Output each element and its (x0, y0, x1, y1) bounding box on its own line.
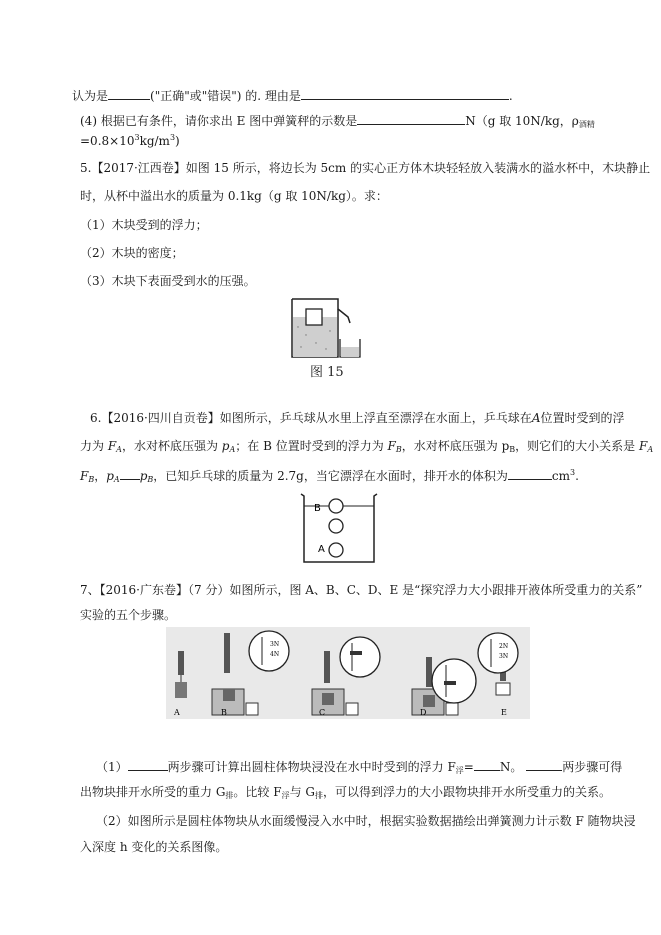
svg-text:A: A (174, 708, 180, 717)
q5-sub3: （3）木块下表面受到水的压强。 (80, 274, 256, 288)
q5-line1: 5.【2017·江西卷】如图 15 所示，将边长为 5cm 的实心正方体木块轻轻放入装满水的溢水杯中，木块静止 (80, 161, 651, 175)
steps-blank-2[interactable] (526, 757, 562, 771)
line-q4-cont: $=0.8\times 10^3kg/m^3$) (80, 133, 180, 148)
buoyancy-experiment-figure (166, 627, 530, 719)
svg-text:C: C (319, 708, 326, 717)
scale-zoom-c (340, 637, 380, 677)
svg-text:4N: 4N (270, 651, 280, 658)
scale-zoom-e (478, 633, 518, 673)
q6-line1: 6.【2016·四川自贡卷】如图所示，乒乓球从水里上浮直至漂浮在水面上，乒乓球在A位置时受到的浮 (90, 411, 625, 425)
q6-line3: $F_B$，$p_A$ $p_B$，已知乒乓球的质量为 2.7g，当它漂浮在水面时，排开水的体积为 $cm^3$. (80, 468, 579, 484)
svg-text:D: D (420, 708, 427, 717)
q7-line2: 实验的五个步骤。 (80, 608, 177, 622)
svg-text:E: E (501, 708, 507, 717)
svg-text:3N: 3N (270, 641, 280, 648)
overflow-cup-figure (286, 295, 368, 380)
scale-zoom-b (249, 631, 289, 671)
ball-floating (329, 499, 343, 513)
q7-line1: 7、【2016·广东卷】（7 分）如图所示，图 A、B、C、D、E 是“探究浮力大小跟排开液体所受重力的关系” (80, 583, 643, 597)
volume-blank[interactable] (508, 466, 552, 480)
svg-text:3N: 3N (499, 653, 509, 660)
answer-blank[interactable] (108, 86, 150, 100)
q7-p2: 出物块排开水所受的重力 $G_排$。比较 $F_浮$与 $G_排$，可以得到浮力的大小跟物块排开水所受重力的关系。 (80, 785, 611, 800)
pressure-compare-blank[interactable] (120, 466, 140, 480)
q7-p3: （2）如图所示是圆柱体物块从水面缓慢浸入水中时，根据实验数据描绘出弹簧测力计示数 F 随物块浸 (96, 814, 636, 828)
label-a: A (318, 544, 325, 555)
q5-sub1: （1）木块受到的浮力； (80, 218, 208, 232)
ball-b (329, 519, 343, 533)
q5-line2: 时，从杯中溢出水的质量为 0.1kg（g 取 10N/kg）。求： (80, 189, 388, 203)
spring-reading-blank[interactable] (357, 111, 465, 125)
q5-sub2: （2）木块的密度； (80, 246, 184, 260)
q7-p4: 入深度 h 变化的关系图像。 (80, 840, 228, 854)
line-q3-answer: 认为是 ("正确"或"错误") 的. 理由是 . (72, 86, 661, 105)
steps-blank-1[interactable] (128, 757, 168, 771)
q6-line2: 力为 $F_A$，水对杯底压强为 $p_A$；在 B 位置时受到的浮力为 $F_B$，水对杯底压强为 $p_B$，则它们的大小关系是 $F_A$ (80, 439, 654, 454)
buoyancy-value-blank[interactable] (474, 757, 500, 771)
line-q4: (4) 根据已有条件，请你求出 E 图中弹簧秤的示数是 N（g 取 10N/kg，$\rho_{酒精}$ (80, 111, 661, 134)
label-b: B (314, 503, 321, 514)
reason-blank[interactable] (301, 86, 509, 100)
svg-text:B: B (221, 708, 227, 717)
q7-p1: （1） 两步骤可计算出圆柱体物块浸没在水中时受到的浮力 $F_浮= N$。 两步骤可得 (96, 757, 661, 780)
ball-a (329, 543, 343, 557)
svg-text:2N: 2N (499, 643, 509, 650)
beaker-ping-pong-figure (298, 492, 382, 566)
figure-caption: 图 15 (310, 365, 344, 380)
wood-block (306, 309, 322, 325)
